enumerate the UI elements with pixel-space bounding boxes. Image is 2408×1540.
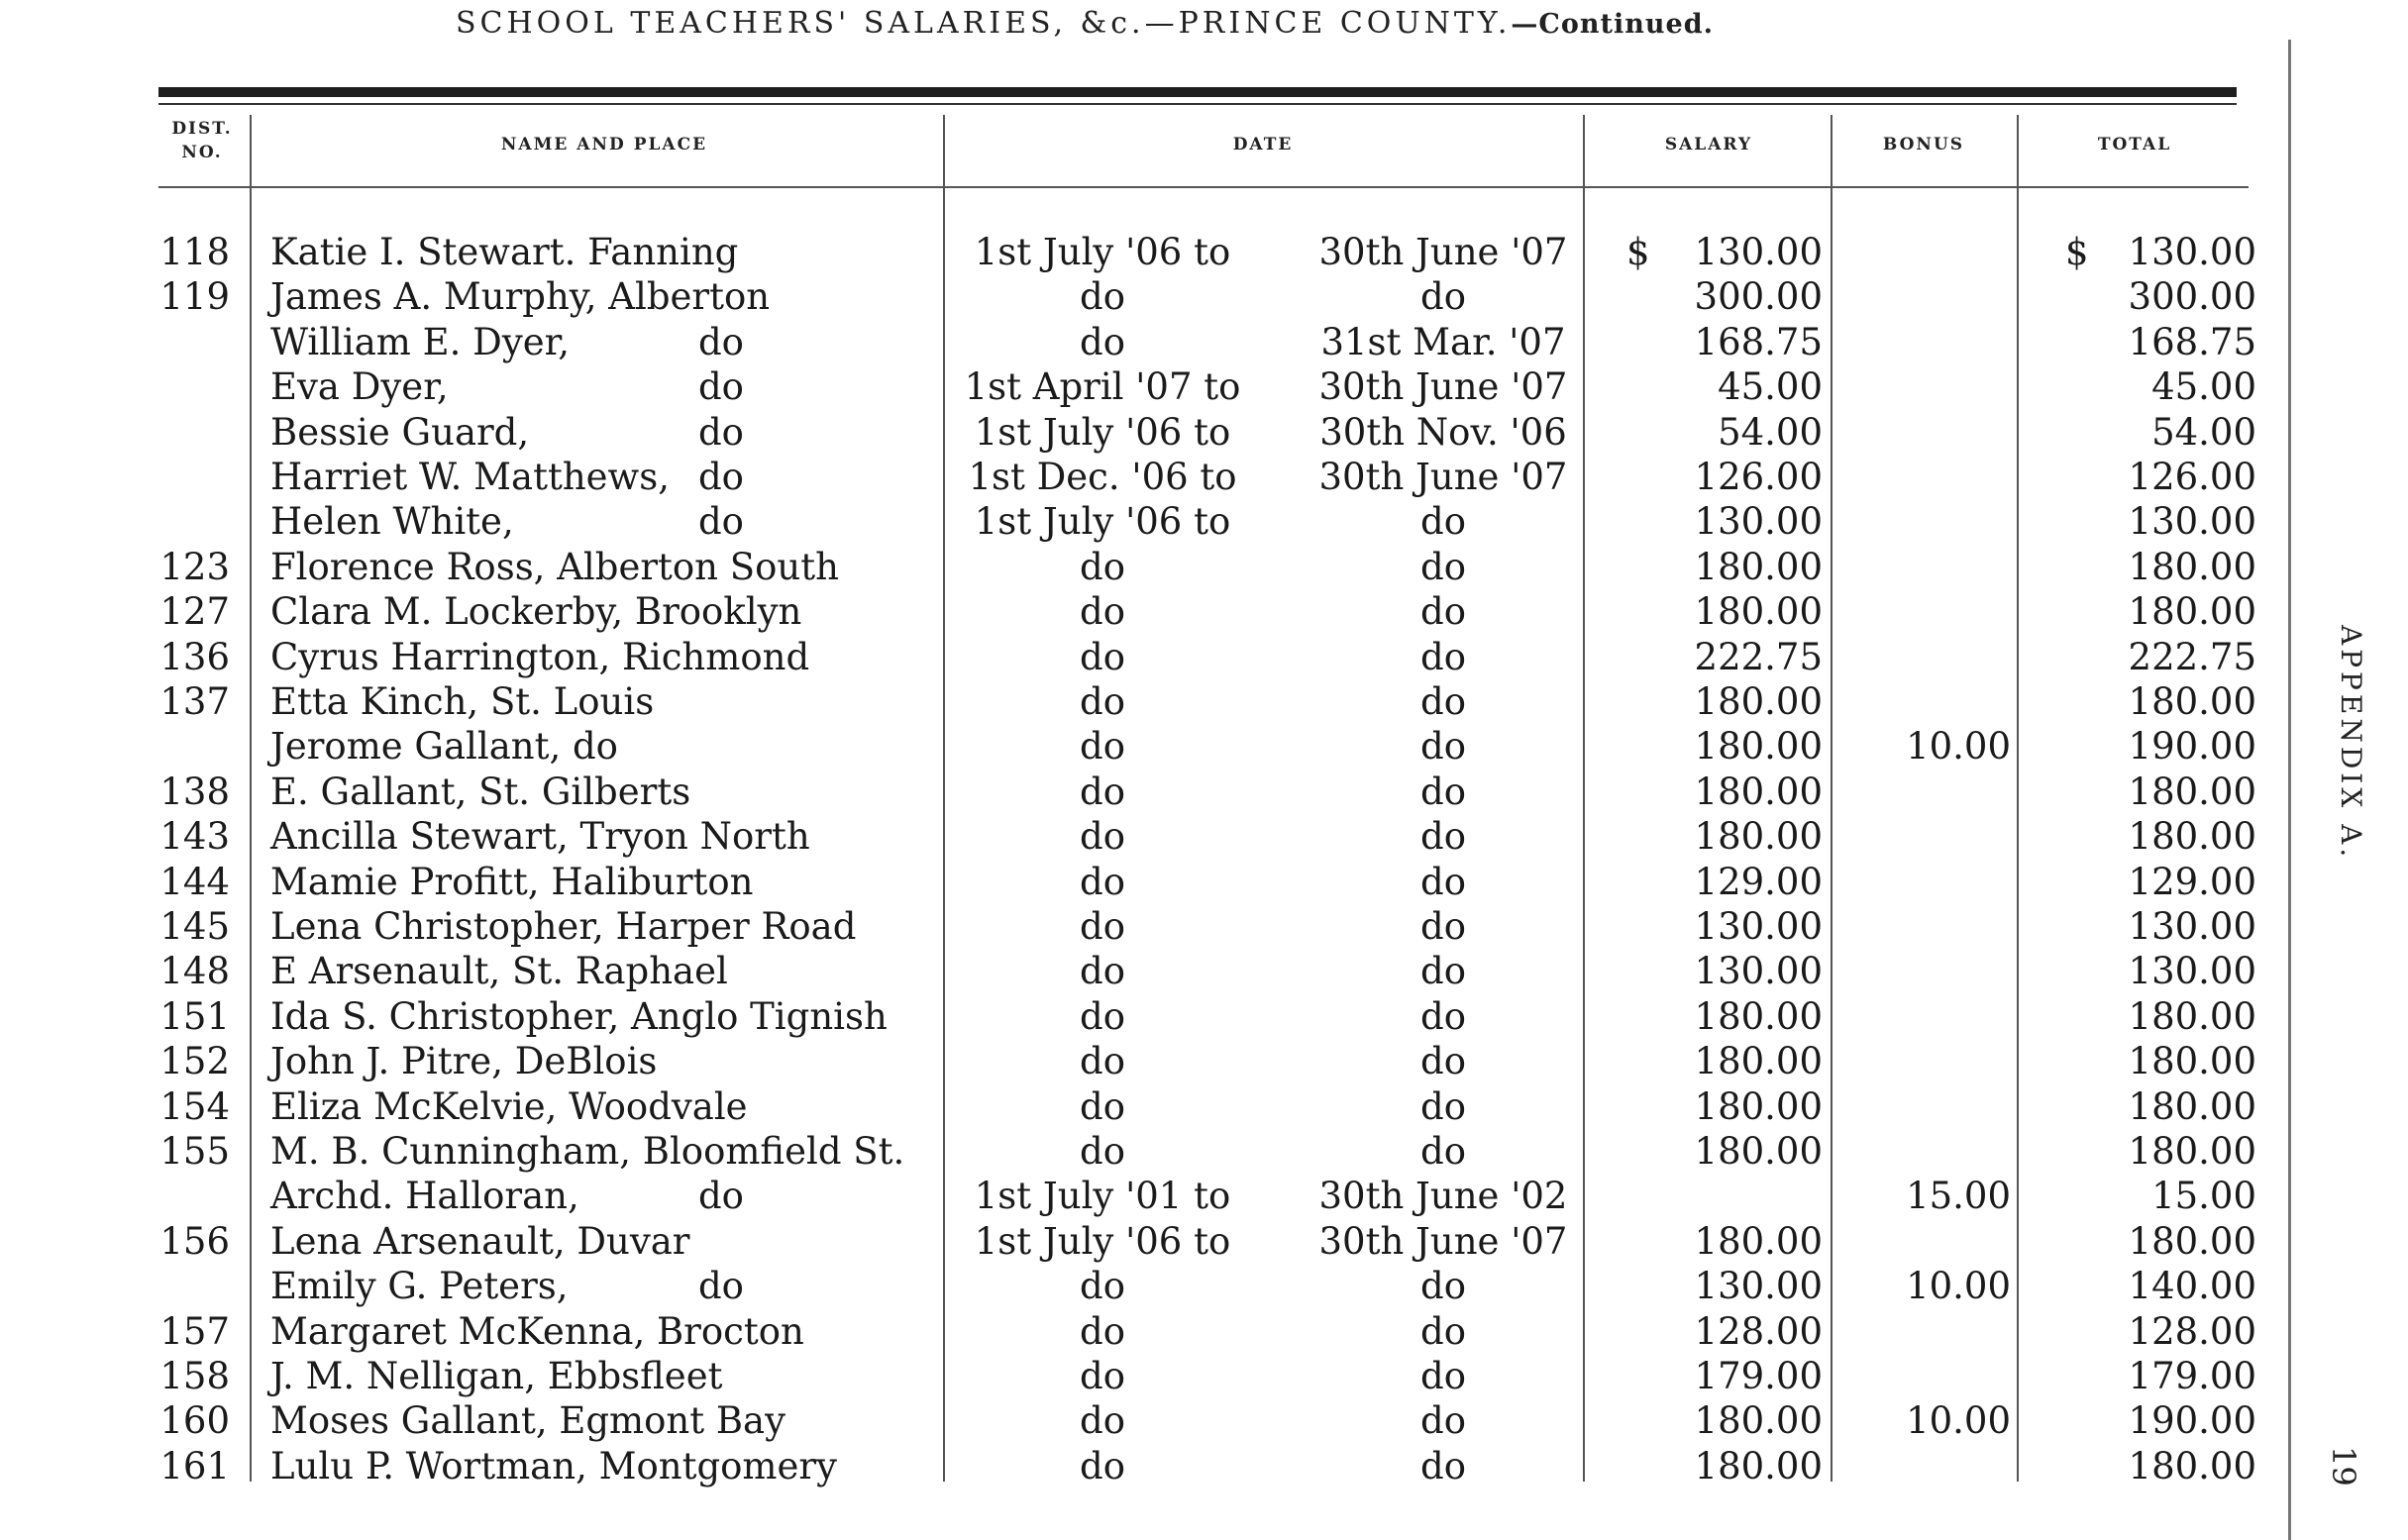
table-row [0,770,2408,814]
table-row [0,230,2408,274]
dist-number: 158 [159,1355,230,1397]
column-header-bonus: BONUS [1882,135,1965,154]
date-to: do [1420,1445,1466,1488]
table-row [0,635,2408,679]
salary-amount: 180.00 [1694,1220,1823,1263]
column-header-salary: SALARY [1664,135,1753,154]
dist-number: 127 [159,590,230,633]
table-row [0,1174,2408,1218]
dist-number: 136 [159,636,230,678]
teacher-name: James A. Murphy, Alberton [270,275,771,318]
total-amount: 300.00 [2128,275,2256,318]
dist-number: 156 [159,1220,230,1263]
total-amount: 130.00 [2128,231,2256,273]
total-amount: 180.00 [2128,590,2256,633]
total-amount: 126.00 [2128,456,2256,498]
date-to: 31st Mar. '07 [1320,321,1566,363]
dist-number: 154 [159,1085,230,1128]
date-to: 30th June '07 [1318,456,1568,498]
date-from: do [1080,590,1125,633]
date-from: 1st Dec. '06 to [968,456,1237,498]
total-amount: 190.00 [2128,1399,2256,1442]
teacher-name: Cyrus Harrington, Richmond [270,636,810,678]
place-ditto: do [698,321,744,363]
date-to: do [1420,680,1466,723]
teacher-name: Helen White, [270,500,514,543]
salary-amount: 129.00 [1694,861,1823,903]
teacher-name: Bessie Guard, [270,411,530,454]
teacher-name: Archd. Halloran, [270,1175,579,1217]
total-amount: 180.00 [2128,995,2256,1038]
header-rule-thick [158,87,2237,97]
dist-number: 157 [159,1310,230,1353]
dist-number: 145 [159,905,230,948]
dist-number: 152 [159,1040,230,1082]
salary-amount: 180.00 [1694,546,1823,588]
total-amount: 15.00 [2151,1175,2256,1217]
date-to: do [1420,1130,1466,1173]
salary-amount: 179.00 [1694,1355,1823,1397]
salary-amount: 130.00 [1694,950,1823,992]
dollar-sign: $ [2065,231,2089,273]
table-row [0,499,2408,544]
dist-number: 143 [159,815,230,858]
teacher-name: John J. Pitre, DeBlois [270,1040,658,1082]
date-to: do [1420,995,1466,1038]
date-to: do [1420,770,1466,813]
table-row [0,320,2408,364]
teacher-name: Eliza McKelvie, Woodvale [270,1085,748,1128]
date-to: do [1420,1399,1466,1442]
total-amount: 129.00 [2128,861,2256,903]
date-from: do [1080,995,1125,1038]
date-from: do [1080,815,1125,858]
table-row [0,724,2408,769]
teacher-name: Lena Arsenault, Duvar [270,1220,690,1263]
date-to: do [1420,1040,1466,1082]
dist-number: 155 [159,1130,230,1173]
header-rule-thin [158,103,2237,105]
total-amount: 180.00 [2128,770,2256,813]
table-row [0,904,2408,949]
place-ditto: do [698,1265,744,1307]
total-amount: 54.00 [2151,411,2256,454]
date-to: do [1420,1265,1466,1307]
date-from: do [1080,680,1125,723]
total-amount: 180.00 [2128,1445,2256,1488]
teacher-name: M. B. Cunningham, Bloomfield St. [270,1130,905,1173]
date-from: do [1080,950,1125,992]
date-from: 1st July '06 to [974,411,1231,454]
table-row [0,994,2408,1039]
date-to: do [1420,950,1466,992]
salary-amount: 180.00 [1694,1399,1823,1442]
salary-amount: 130.00 [1694,905,1823,948]
table-row [0,1039,2408,1083]
appendix-label: APPENDIX A. [2335,624,2367,862]
teacher-name: Jerome Gallant, do [270,725,618,768]
total-amount: 180.00 [2128,1040,2256,1082]
salary-amount: 130.00 [1694,1265,1823,1307]
teacher-name: J. M. Nelligan, Ebbsfleet [270,1355,723,1397]
table-row [0,1129,2408,1174]
salary-amount: 54.00 [1718,411,1823,454]
date-from: do [1080,1085,1125,1128]
teacher-name: Florence Ross, Alberton South [270,546,839,588]
table-row [0,1398,2408,1443]
salary-amount: 126.00 [1694,456,1823,498]
total-amount: 180.00 [2128,1130,2256,1173]
salary-amount: 180.00 [1694,1040,1823,1082]
dist-number: 137 [159,680,230,723]
bonus-amount: 10.00 [1906,1399,2011,1442]
date-from: do [1080,275,1125,318]
bonus-amount: 10.00 [1906,1265,2011,1307]
date-from: do [1080,861,1125,903]
date-from: 1st July '06 to [974,231,1231,273]
date-to: do [1420,725,1466,768]
salary-amount: 130.00 [1694,231,1823,273]
table-row [0,1309,2408,1354]
date-to: do [1420,1310,1466,1353]
date-from: do [1080,1445,1125,1488]
date-from: do [1080,725,1125,768]
place-ditto: do [698,365,744,408]
teacher-name: Moses Gallant, Egmont Bay [270,1399,786,1442]
date-from: do [1080,1355,1125,1397]
date-to: do [1420,905,1466,948]
place-ditto: do [698,456,744,498]
date-to: 30th June '02 [1318,1175,1568,1217]
salary-amount: 130.00 [1694,500,1823,543]
salary-amount: 180.00 [1694,680,1823,723]
total-amount: 130.00 [2128,950,2256,992]
total-amount: 140.00 [2128,1265,2256,1307]
salary-amount: 180.00 [1694,770,1823,813]
date-from: do [1080,905,1125,948]
table-row [0,545,2408,589]
dist-number: 160 [159,1399,230,1442]
date-from: do [1080,636,1125,678]
total-amount: 168.75 [2128,321,2256,363]
salary-amount: 45.00 [1718,365,1823,408]
table-row [0,589,2408,634]
date-from: do [1080,770,1125,813]
place-ditto: do [698,500,744,543]
teacher-name: Clara M. Lockerby, Brooklyn [270,590,802,633]
date-to: do [1420,275,1466,318]
table-row [0,814,2408,859]
place-ditto: do [698,1175,744,1217]
salary-amount: 180.00 [1694,590,1823,633]
date-from: do [1080,546,1125,588]
date-to: 30th June '07 [1318,1220,1568,1263]
salary-amount: 300.00 [1694,275,1823,318]
date-to: do [1420,636,1466,678]
date-from: do [1080,1399,1125,1442]
total-amount: 130.00 [2128,905,2256,948]
date-from: 1st April '07 to [964,365,1241,408]
date-to: 30th June '07 [1318,365,1568,408]
bonus-amount: 10.00 [1906,725,2011,768]
total-amount: 180.00 [2128,815,2256,858]
page-edge [2288,40,2291,1540]
total-amount: 128.00 [2128,1310,2256,1353]
teacher-name: Etta Kinch, St. Louis [270,680,655,723]
table-row [0,274,2408,319]
salary-amount: 180.00 [1694,1085,1823,1128]
table-row [0,1264,2408,1308]
total-amount: 180.00 [2128,546,2256,588]
date-to: do [1420,546,1466,588]
dist-number: 118 [159,231,230,273]
total-amount: 179.00 [2128,1355,2256,1397]
date-to: do [1420,861,1466,903]
total-amount: 222.75 [2128,636,2256,678]
table-row [0,410,2408,455]
table-row [0,1219,2408,1264]
date-to: 30th Nov. '06 [1319,411,1567,454]
teacher-name: Katie I. Stewart. Fanning [270,231,739,273]
table-row [0,1084,2408,1129]
teacher-name: Lulu P. Wortman, Montgomery [270,1445,837,1488]
table-row [0,1354,2408,1398]
date-from: do [1080,1265,1125,1307]
continued-label: —Continued. [1511,9,1714,40]
table-row [0,679,2408,724]
date-to: do [1420,500,1466,543]
total-amount: 45.00 [2151,365,2256,408]
table-row [0,860,2408,904]
teacher-name: William E. Dyer, [270,321,570,363]
total-amount: 180.00 [2128,1085,2256,1128]
salary-amount: 180.00 [1694,1130,1823,1173]
page-number: 19 [2325,1446,2362,1487]
column-header-rule [158,186,2249,188]
teacher-name: Margaret McKenna, Brocton [270,1310,804,1353]
date-to: do [1420,1355,1466,1397]
date-from: 1st July '01 to [974,1175,1231,1217]
teacher-name: Ancilla Stewart, Tryon North [270,815,810,858]
column-header-name: NAME AND PLACE [500,135,708,154]
dist-number: 161 [159,1445,230,1488]
salary-amount: 180.00 [1694,815,1823,858]
page-title [456,6,1714,41]
dollar-sign: $ [1626,231,1650,273]
table-row [0,949,2408,993]
table-row [0,1444,2408,1489]
column-header-dist: DIST. NO. [171,119,233,162]
total-amount: 180.00 [2128,1220,2256,1263]
date-to: 30th June '07 [1318,231,1568,273]
total-amount: 180.00 [2128,680,2256,723]
dist-number: 123 [159,546,230,588]
date-from: 1st July '06 to [974,500,1231,543]
page-title-text: SCHOOL TEACHERS' SALARIES, &c.—PRINCE COUNTY. [456,6,1512,41]
teacher-name: E Arsenault, St. Raphael [270,950,728,992]
dist-number: 119 [159,275,230,318]
teacher-name: Eva Dyer, [270,365,449,408]
bonus-amount: 15.00 [1906,1175,2011,1217]
salary-amount: 180.00 [1694,995,1823,1038]
place-ditto: do [698,411,744,454]
dist-number: 144 [159,861,230,903]
dist-number: 138 [159,770,230,813]
date-from: do [1080,1040,1125,1082]
total-amount: 190.00 [2128,725,2256,768]
salary-amount: 222.75 [1694,636,1823,678]
column-header-date: DATE [1232,135,1294,154]
teacher-name: Harriet W. Matthews, [270,456,670,498]
teacher-name: Emily G. Peters, [270,1265,569,1307]
dist-number: 151 [159,995,230,1038]
dist-number: 148 [159,950,230,992]
table-row [0,455,2408,499]
date-from: 1st July '06 to [974,1220,1231,1263]
salary-amount: 180.00 [1694,1445,1823,1488]
salary-amount: 128.00 [1694,1310,1823,1353]
date-to: do [1420,1085,1466,1128]
teacher-name: Lena Christopher, Harper Road [270,905,857,948]
teacher-name: Mamie Profitt, Haliburton [270,861,754,903]
date-to: do [1420,815,1466,858]
date-from: do [1080,1130,1125,1173]
teacher-name: E. Gallant, St. Gilberts [270,770,691,813]
date-from: do [1080,321,1125,363]
date-from: do [1080,1310,1125,1353]
total-amount: 130.00 [2128,500,2256,543]
salary-amount: 168.75 [1694,321,1823,363]
column-header-total: TOTAL [2097,135,2172,154]
date-to: do [1420,590,1466,633]
salary-amount: 180.00 [1694,725,1823,768]
table-row [0,364,2408,409]
teacher-name: Ida S. Christopher, Anglo Tignish [270,995,888,1038]
